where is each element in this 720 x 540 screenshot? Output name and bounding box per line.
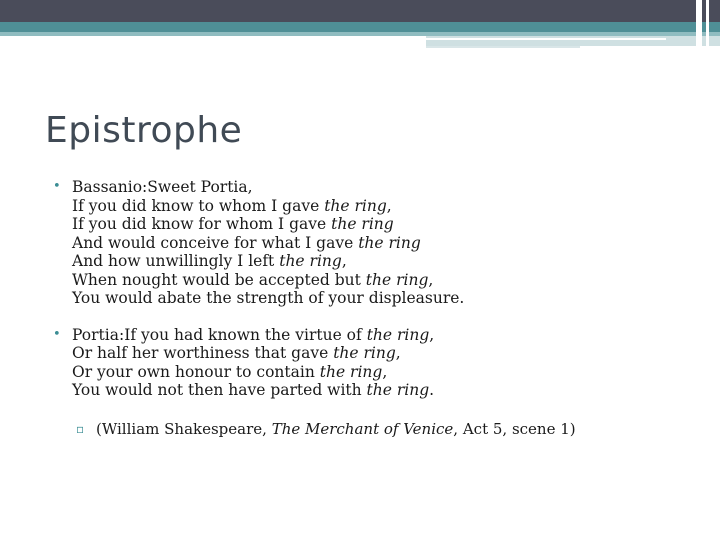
slide-body bbox=[52, 178, 692, 453]
italic-text: the ring bbox=[358, 233, 421, 252]
italic-text: The Merchant of Venice bbox=[271, 419, 454, 438]
bullet-text bbox=[72, 326, 692, 400]
header-accent-stripe bbox=[706, 0, 709, 48]
header-bar-teal bbox=[0, 22, 720, 32]
verse-line: You would not then have parted with the ring. bbox=[72, 381, 435, 399]
verse-line: If you did know to whom I gave the ring, bbox=[72, 196, 392, 215]
header-accent-stripe bbox=[696, 0, 702, 48]
header-accent-line bbox=[426, 46, 580, 48]
bullet-portia bbox=[52, 326, 692, 400]
bullet-icon: • bbox=[53, 326, 61, 342]
header-accent-line bbox=[426, 38, 666, 40]
verse-line: Or your own honour to contain the ring, bbox=[72, 362, 388, 381]
italic-text: the ring bbox=[279, 252, 342, 270]
italic-text: the ring bbox=[319, 362, 383, 381]
verse-line: Or half her worthiness that gave the ring, bbox=[72, 344, 401, 362]
verse-line: You would abate the strength of your displeasure. bbox=[72, 289, 465, 307]
italic-text: the ring bbox=[324, 196, 387, 215]
sub-bullet-citation bbox=[76, 420, 692, 438]
verse-line: When nought would be accepted but the ring, bbox=[72, 270, 434, 289]
verse-line: And how unwillingly I left the ring, bbox=[72, 252, 347, 270]
verse-line: Portia:If you had known the virtue of the ring, bbox=[72, 325, 435, 344]
square-bullet-icon: ▫ bbox=[76, 421, 85, 436]
verse-line: And would conceive for what I gave the ring bbox=[72, 233, 421, 252]
verse-line: If you did know for whom I gave the ring bbox=[72, 215, 394, 233]
verse-line: Bassanio:Sweet Portia, bbox=[72, 178, 253, 196]
italic-text: the ring bbox=[331, 215, 394, 233]
italic-text: the ring bbox=[365, 270, 429, 289]
bullet-text bbox=[72, 178, 692, 308]
italic-text: the ring bbox=[366, 381, 430, 399]
bullet-bassanio bbox=[52, 178, 692, 308]
bullet-icon: • bbox=[53, 179, 61, 194]
italic-text: the ring bbox=[366, 325, 430, 344]
slide-title: Epistrophe bbox=[45, 110, 243, 151]
citation-text: (William Shakespeare, The Merchant of Venice, Act 5, scene 1) bbox=[96, 419, 576, 438]
header-bar-dark bbox=[0, 0, 720, 22]
italic-text: the ring bbox=[333, 344, 396, 362]
